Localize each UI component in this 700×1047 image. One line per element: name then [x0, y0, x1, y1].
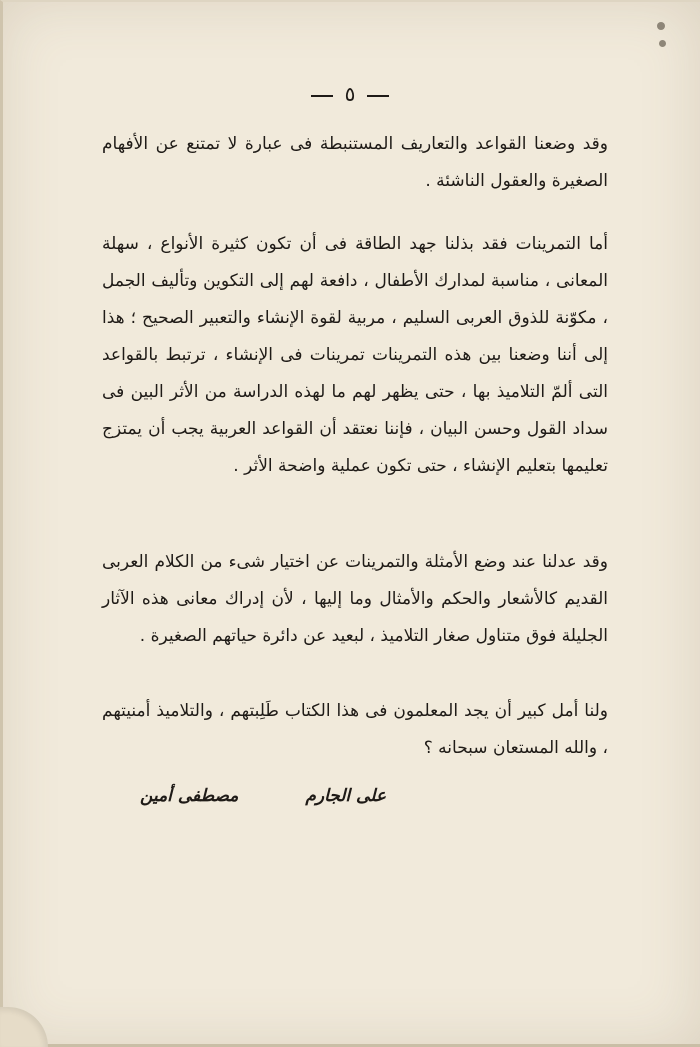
paragraph-closing: ولنا أمل كبير أن يجد المعلمون فى هذا الكتاب طَلِبتهم ، والتلاميذ أمنيتهم ، والله المستعان سبحانه ؟: [102, 701, 608, 758]
author-name: مصطفى أمين: [140, 786, 239, 806]
author-name: على الجارم: [305, 786, 386, 806]
paragraph-examples: وقد عدلنا عند وضع الأمثلة والتمرينات عن اختيار شىء من الكلام العربى القديم كالأشعار والحكم والأمثال وما إليها ، لأن إدراك معانى هذه الآثار الجليلة فوق متناول صغار التلاميذ ، لبعيد عن دائرة حياتهم الصغيرة .: [102, 552, 608, 646]
page-number-dash: [311, 95, 333, 97]
author-signatures: [140, 786, 386, 806]
page-number: [0, 82, 700, 106]
binding-hole: [657, 22, 665, 30]
paragraph-exercises: أما التمرينات فقد بذلنا جهد الطاقة فى أن تكون كثيرة الأنواع ، سهلة المعانى ، مناسبة لمدارك الأطفال ، دافعة لهم إلى التكوين وتأليف الجمل ، مكوّنة للذوق العربى السليم ، مربية لقوة الإنشاء والتعبير الصحيح ؛ هذا إلى أننا وضعنا بين هذه التمرينات تمرينات فى الإنشاء ، ترتبط بالقواعد التى ألمّ التلاميذ بها ، حتى يظهر لهم ما لهذه الدراسة من الأثر البين فى سداد القول وحسن البيان ، فإننا نعتقد أن القواعد العربية يجب أن يمتزج تعليمها بتعليم الإنشاء ، حتى تكون عملية واضحة الأثر .: [102, 234, 608, 476]
binding-hole: [659, 40, 666, 47]
page-number-value: ٥: [344, 82, 356, 106]
paragraph-definitions: وقد وضعنا القواعد والتعاريف المستنبطة فى عبارة لا تمتنع عن الأفهام الصغيرة والعقول الناشئة .: [102, 134, 608, 191]
page-number-dash: [367, 95, 389, 97]
worn-corner: [0, 1007, 48, 1047]
